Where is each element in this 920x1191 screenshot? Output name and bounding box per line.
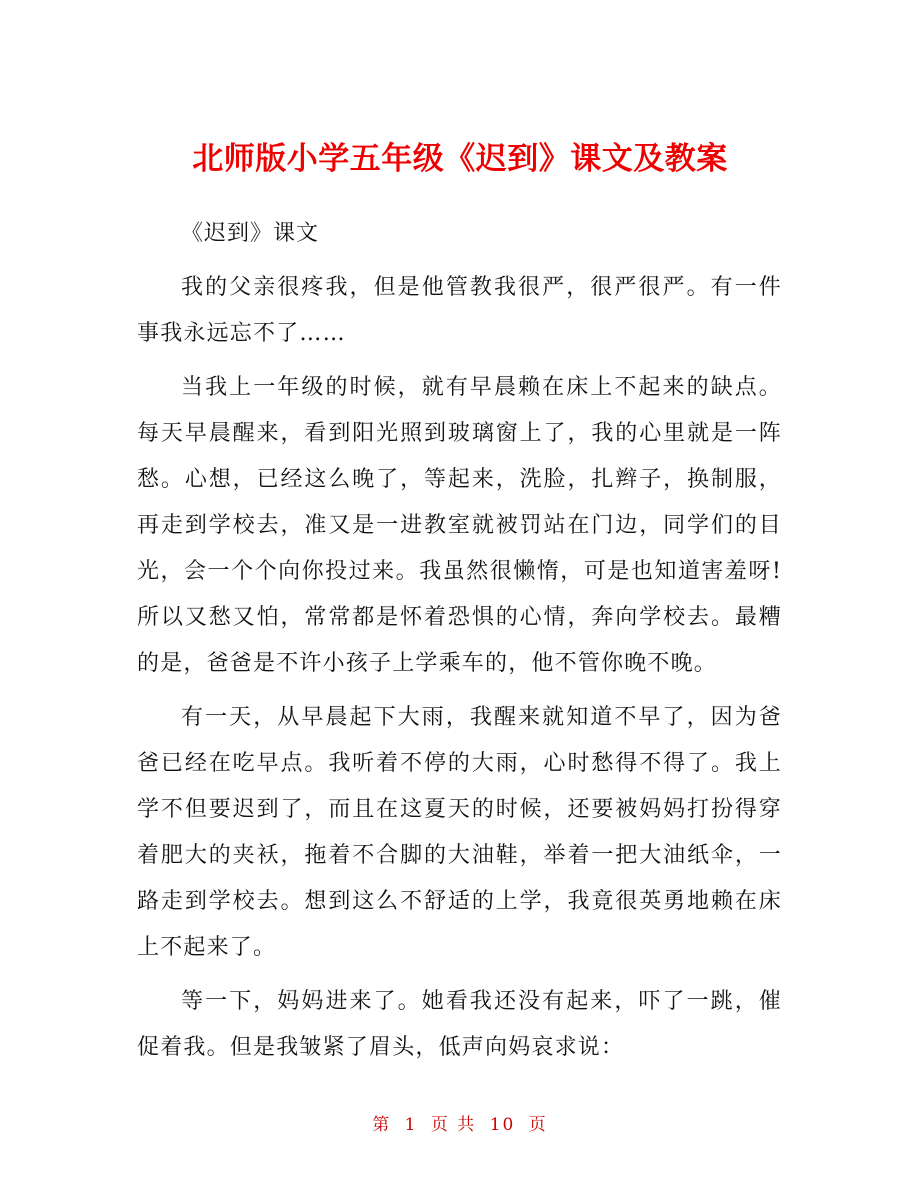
section-heading: 《迟到》课文 [181, 221, 320, 246]
paragraph-2: 当我上一年级的时候，就有早晨赖在床上不起来的缺点。每天早晨醒来，看到阳光照到玻璃窗上了，我的心里就是一阵愁。心想，已经这么晚了，等起来，洗脸，扎辫子，换制服，再走到学校去，准又是一进教室就被罚站在门边，同学们的目光，会一个个向你投过来。我虽然很懒惰，可是也知道害羞呀!所以又愁又怕，常常都是怀着恐惧的心情，奔向学校去。最糟的是，爸爸是不许小孩子上学乘车的，他不管你晚不晚。 [137, 375, 782, 676]
footer-mid: 页 共 [430, 1115, 477, 1135]
footer-page-number: 1 [404, 1115, 418, 1135]
paragraph-4: 等一下，妈妈进来了。她看我还没有起来，吓了一跳，催促着我。但是我皱紧了眉头，低声向妈哀求说： [137, 989, 782, 1060]
footer-suffix: 页 [528, 1115, 548, 1135]
document-body [137, 211, 782, 1079]
document-title: 北师版小学五年级《迟到》课文及教案 [192, 140, 728, 177]
footer-total-pages: 10 [489, 1115, 516, 1135]
paragraph-3: 有一天，从早晨起下大雨，我醒来就知道不早了，因为爸爸已经在吃早点。我听着不停的大雨，心时愁得不得了。我上学不但要迟到了，而且在这夏天的时候，还要被妈妈打扮得穿着肥大的夹袄，拖着不合脚的大油鞋，举着一把大油纸伞，一路走到学校去。想到这么不舒适的上学，我竟很英勇地赖在床上不起来了。 [137, 705, 782, 960]
footer-prefix: 第 [372, 1115, 392, 1135]
paragraph-1: 我的父亲很疼我，但是他管教我很严，很严很严。有一件事我永远忘不了…… [137, 275, 782, 346]
page-footer [0, 1110, 920, 1135]
